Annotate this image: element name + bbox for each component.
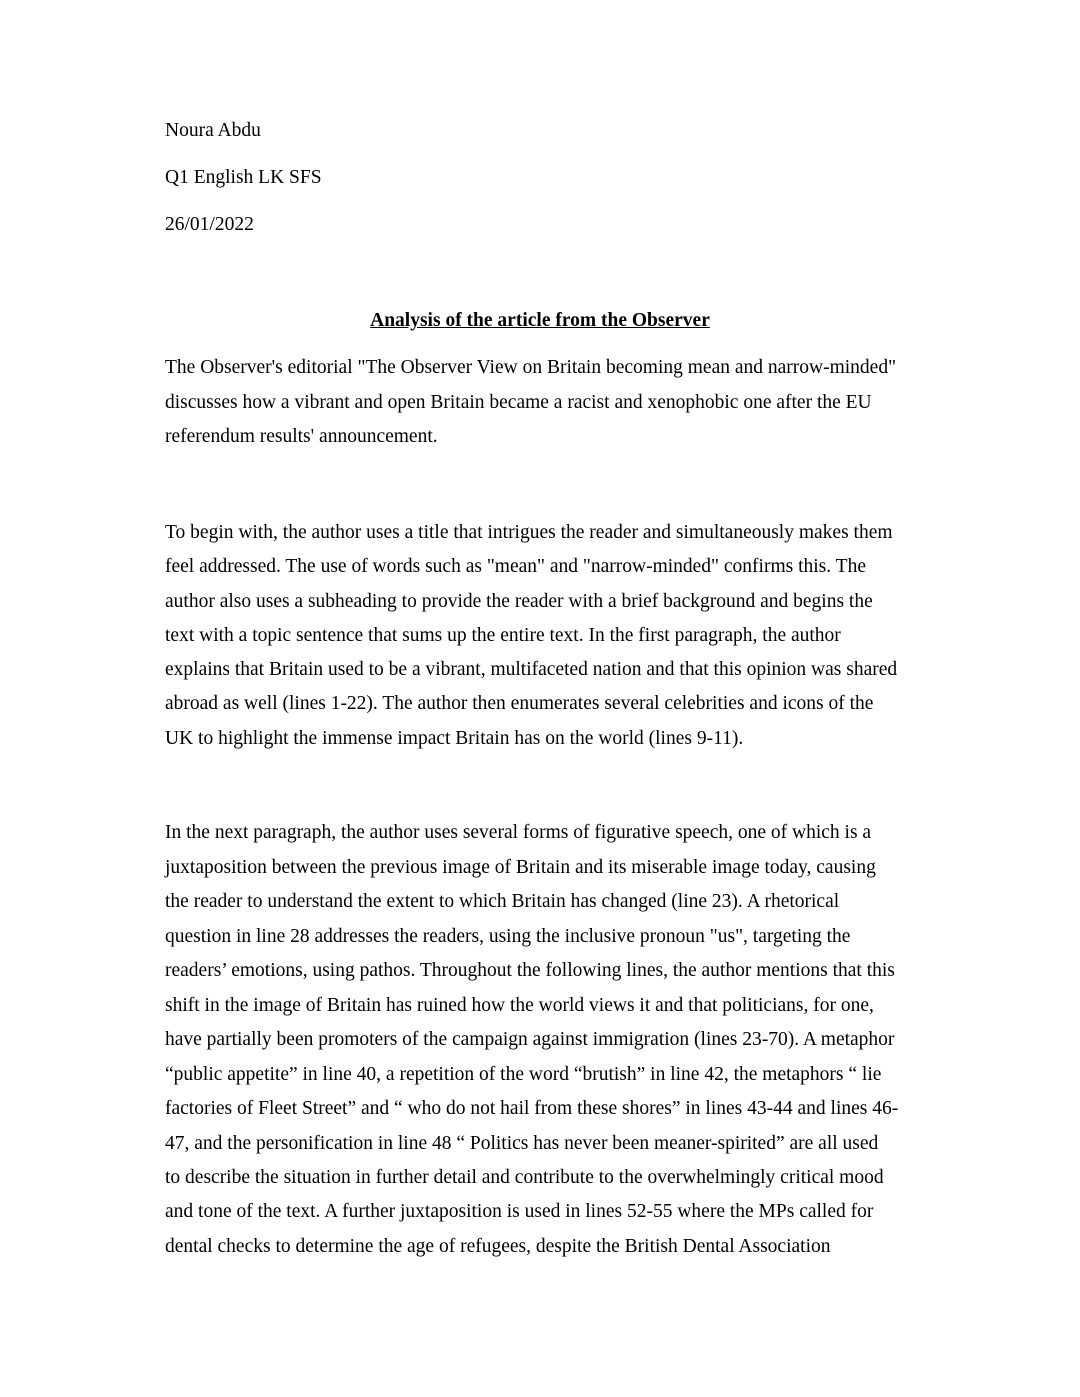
- paragraph-line: In the next paragraph, the author uses several forms of figurative speech, one of which is a: [165, 822, 872, 843]
- author-name: Noura Abdu: [165, 120, 261, 141]
- paragraph-line: 47, and the personification in line 48 “ Politics has never been meaner-spirited” are all used: [165, 1133, 879, 1154]
- paragraph-line: “public appetite” in line 40, a repetition of the word “brutish” in line 42, the metaphors “ lie: [165, 1064, 882, 1085]
- paragraph-line: juxtaposition between the previous image of Britain and its miserable image today, causing: [165, 857, 876, 878]
- paragraph-line: UK to highlight the immense impact Britain has on the world (lines 9-11).: [165, 728, 744, 749]
- document-title: Analysis of the article from the Observer: [370, 310, 710, 331]
- paragraph-line: shift in the image of Britain has ruined how the world views it and that politicians, for one,: [165, 995, 874, 1016]
- paragraph-line: factories of Fleet Street” and “ who do not hail from these shores” in lines 43-44 and lines 46-: [165, 1098, 899, 1119]
- paragraph-line: referendum results' announcement.: [165, 426, 438, 447]
- paragraph-line: have partially been promoters of the campaign against immigration (lines 23-70). A metaphor: [165, 1029, 895, 1050]
- document-date: 26/01/2022: [165, 214, 254, 235]
- paragraph-line: author also uses a subheading to provide the reader with a brief background and begins the: [165, 591, 873, 612]
- paragraph-line: readers’ emotions, using pathos. Throughout the following lines, the author mentions that this: [165, 960, 895, 981]
- paragraph-line: To begin with, the author uses a title that intrigues the reader and simultaneously makes them: [165, 522, 893, 543]
- course-name: Q1 English LK SFS: [165, 167, 322, 188]
- paragraph-line: The Observer's editorial "The Observer View on Britain becoming mean and narrow-minded": [165, 357, 897, 378]
- paragraph-line: text with a topic sentence that sums up the entire text. In the first paragraph, the author: [165, 625, 841, 646]
- paragraph-line: question in line 28 addresses the readers, using the inclusive pronoun "us", targeting the: [165, 926, 851, 947]
- paragraph-line: and tone of the text. A further juxtaposition is used in lines 52-55 where the MPs called for: [165, 1201, 874, 1222]
- paragraph-line: discusses how a vibrant and open Britain became a racist and xenophobic one after the EU: [165, 392, 872, 413]
- paragraph-line: the reader to understand the extent to which Britain has changed (line 23). A rhetorical: [165, 891, 840, 912]
- paragraph-line: to describe the situation in further detail and contribute to the overwhelmingly critical mood: [165, 1167, 884, 1188]
- paragraph-line: explains that Britain used to be a vibrant, multifaceted nation and that this opinion was shared: [165, 659, 898, 680]
- paragraph-line: abroad as well (lines 1-22). The author then enumerates several celebrities and icons of the: [165, 693, 874, 714]
- paragraph-line: feel addressed. The use of words such as "mean" and "narrow-minded" confirms this. The: [165, 556, 866, 577]
- paragraph-line: dental checks to determine the age of refugees, despite the British Dental Association: [165, 1236, 831, 1257]
